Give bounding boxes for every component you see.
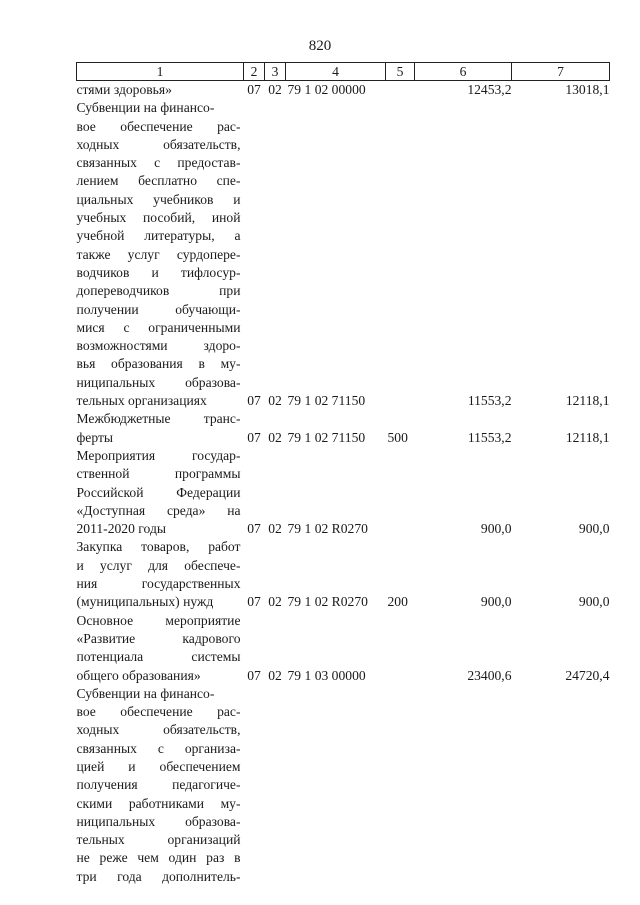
text-line: получении обучающи- [76, 301, 241, 317]
header-cell-2: 2 [244, 63, 265, 81]
text-line: три года дополнитель- [76, 868, 241, 884]
cell-c2 [244, 685, 265, 886]
cell-c4: 79 1 02 71150 [287, 393, 366, 409]
cell-c5 [386, 447, 415, 538]
text-line: цией и обеспечением [76, 758, 241, 774]
cell-c6: 23400,6 [467, 667, 512, 683]
text-line: циальных учебников и [76, 191, 241, 207]
cell-c3: 02 [268, 429, 282, 445]
text-line: потенциала системы [76, 649, 241, 665]
header-cell-4: 4 [286, 63, 386, 81]
table-row [77, 81, 610, 100]
row-text-cell [77, 81, 244, 100]
row-text [77, 81, 241, 99]
cell-c4: 79 1 02 R0270 [287, 594, 368, 610]
page-number: 820 [308, 38, 332, 54]
cell-c5: 500 [387, 429, 408, 445]
text-line: Закупка товаров, работ [76, 539, 241, 555]
row-text-cell [77, 612, 244, 685]
text-line: ходных обязательств, [76, 722, 241, 738]
text-line: «Развитие кадрового [76, 630, 241, 646]
table-body [77, 81, 610, 887]
header-cell-5: 5 [386, 63, 415, 81]
table-row [77, 612, 610, 685]
text-line: не реже чем один раз в [76, 850, 241, 866]
row-text-cell [77, 538, 244, 611]
cell-c7: 12118,1 [565, 429, 610, 445]
cell-c2: 07 [247, 667, 261, 683]
text-line: допереводчиков при [76, 283, 241, 299]
text-line: (муниципальных) нужд [76, 594, 214, 610]
cell-c6 [415, 685, 512, 886]
cell-c7: 24720,4 [565, 667, 610, 683]
text-line: «Доступная среда» на [76, 502, 241, 518]
cell-c2: 07 [247, 393, 261, 409]
cell-c7: 12118,1 [565, 393, 610, 409]
text-line: вья образования в му- [76, 356, 241, 372]
cell-c4: 79 1 02 71150 [287, 429, 366, 445]
header-cell-6: 6 [415, 63, 512, 81]
cell-c6: 900,0 [480, 521, 512, 537]
text-line: скими работниками му- [76, 795, 241, 811]
cell-c2: 07 [247, 429, 261, 445]
text-line: Межбюджетные транс- [76, 411, 241, 427]
cell-c2: 07 [247, 521, 261, 537]
cell-c3: 02 [268, 521, 282, 537]
cell-c4: 79 1 03 00000 [287, 667, 366, 683]
row-text-cell [77, 410, 244, 447]
header-row [77, 63, 610, 81]
cell-c7 [512, 685, 610, 886]
text-line: ственной программы [76, 466, 241, 482]
cell-c3: 02 [268, 393, 282, 409]
text-line: возможностями здоро- [76, 338, 241, 354]
cell-c5: 200 [387, 594, 408, 610]
cell-c6: 12453,2 [467, 82, 512, 97]
table-row [77, 447, 610, 538]
table-row [77, 685, 610, 886]
header-cell-1: 1 [77, 63, 244, 81]
text-line: ния государственных [76, 576, 241, 592]
cell-c5 [386, 99, 415, 410]
cell-c3: 02 [268, 594, 282, 610]
row-text-cell [77, 99, 244, 410]
cell-c4: 79 1 02 R0270 [287, 521, 368, 537]
text-line: стями здоровья» [76, 82, 172, 97]
text-line: и услуг для обеспече- [76, 557, 241, 573]
cell-c6: 900,0 [480, 594, 512, 610]
cell-c3: 02 [268, 82, 282, 97]
text-line: также услуг сурдопере- [76, 246, 241, 262]
table-row [77, 538, 610, 611]
header-cell-3: 3 [265, 63, 286, 81]
text-line: связанных с организа- [76, 740, 241, 756]
text-line: тельных организаций [76, 832, 241, 848]
cell-c7: 13018,1 [565, 82, 610, 97]
cell-c7: 900,0 [578, 594, 610, 610]
text-line: учебных пособий, иной [76, 210, 241, 226]
row-text-cell [77, 685, 244, 886]
text-line: ферты [76, 429, 114, 445]
row-text-cell [77, 447, 244, 538]
table-row [77, 410, 610, 447]
text-line: вое обеспечение рас- [76, 704, 241, 720]
cell-c3: 02 [268, 667, 282, 683]
text-line: получения педагогиче- [76, 777, 241, 793]
text-line: тельных организациях [76, 393, 207, 409]
cell-c4 [286, 685, 386, 886]
cell-c2: 07 [247, 82, 261, 97]
text-line: ниципальных образова- [76, 374, 241, 390]
row-text [77, 612, 241, 685]
cell-c6: 11553,2 [467, 429, 512, 445]
cell-c5 [386, 612, 415, 685]
cell-c7: 900,0 [578, 521, 610, 537]
text-line: ниципальных образова- [76, 813, 241, 829]
header-cell-7: 7 [512, 63, 610, 81]
row-text [77, 410, 241, 447]
text-line: вое обеспечение рас- [76, 118, 241, 134]
text-line: лением бесплатно спе- [76, 173, 241, 189]
budget-table [76, 62, 610, 886]
cell-c5 [386, 685, 415, 886]
cell-c6: 11553,2 [467, 393, 512, 409]
text-line: ходных обязательств, [76, 136, 241, 152]
table-row [77, 99, 610, 410]
cell-c2: 07 [247, 594, 261, 610]
text-line: Субвенции на финансо- [76, 100, 215, 116]
row-text [77, 685, 241, 886]
cell-c5 [386, 81, 415, 100]
text-line: связанных с предостав- [76, 155, 241, 171]
row-text [77, 538, 241, 611]
row-text [77, 99, 241, 410]
row-text [77, 447, 241, 538]
text-line: учебной литературы, а [76, 228, 241, 244]
cell-c3 [265, 685, 286, 886]
text-line: 2011-2020 годы [76, 521, 166, 537]
cell-c4: 79 1 02 00000 [287, 82, 366, 97]
text-line: мися с ограниченными [76, 319, 241, 335]
text-line: общего образования» [76, 667, 201, 683]
text-line: Российской Федерации [76, 484, 241, 500]
text-line: Основное мероприятие [76, 612, 241, 628]
text-line: Субвенции на финансо- [76, 685, 215, 701]
text-line: водчиков и тифлосур- [76, 264, 241, 280]
text-line: Мероприятия государ- [76, 447, 241, 463]
